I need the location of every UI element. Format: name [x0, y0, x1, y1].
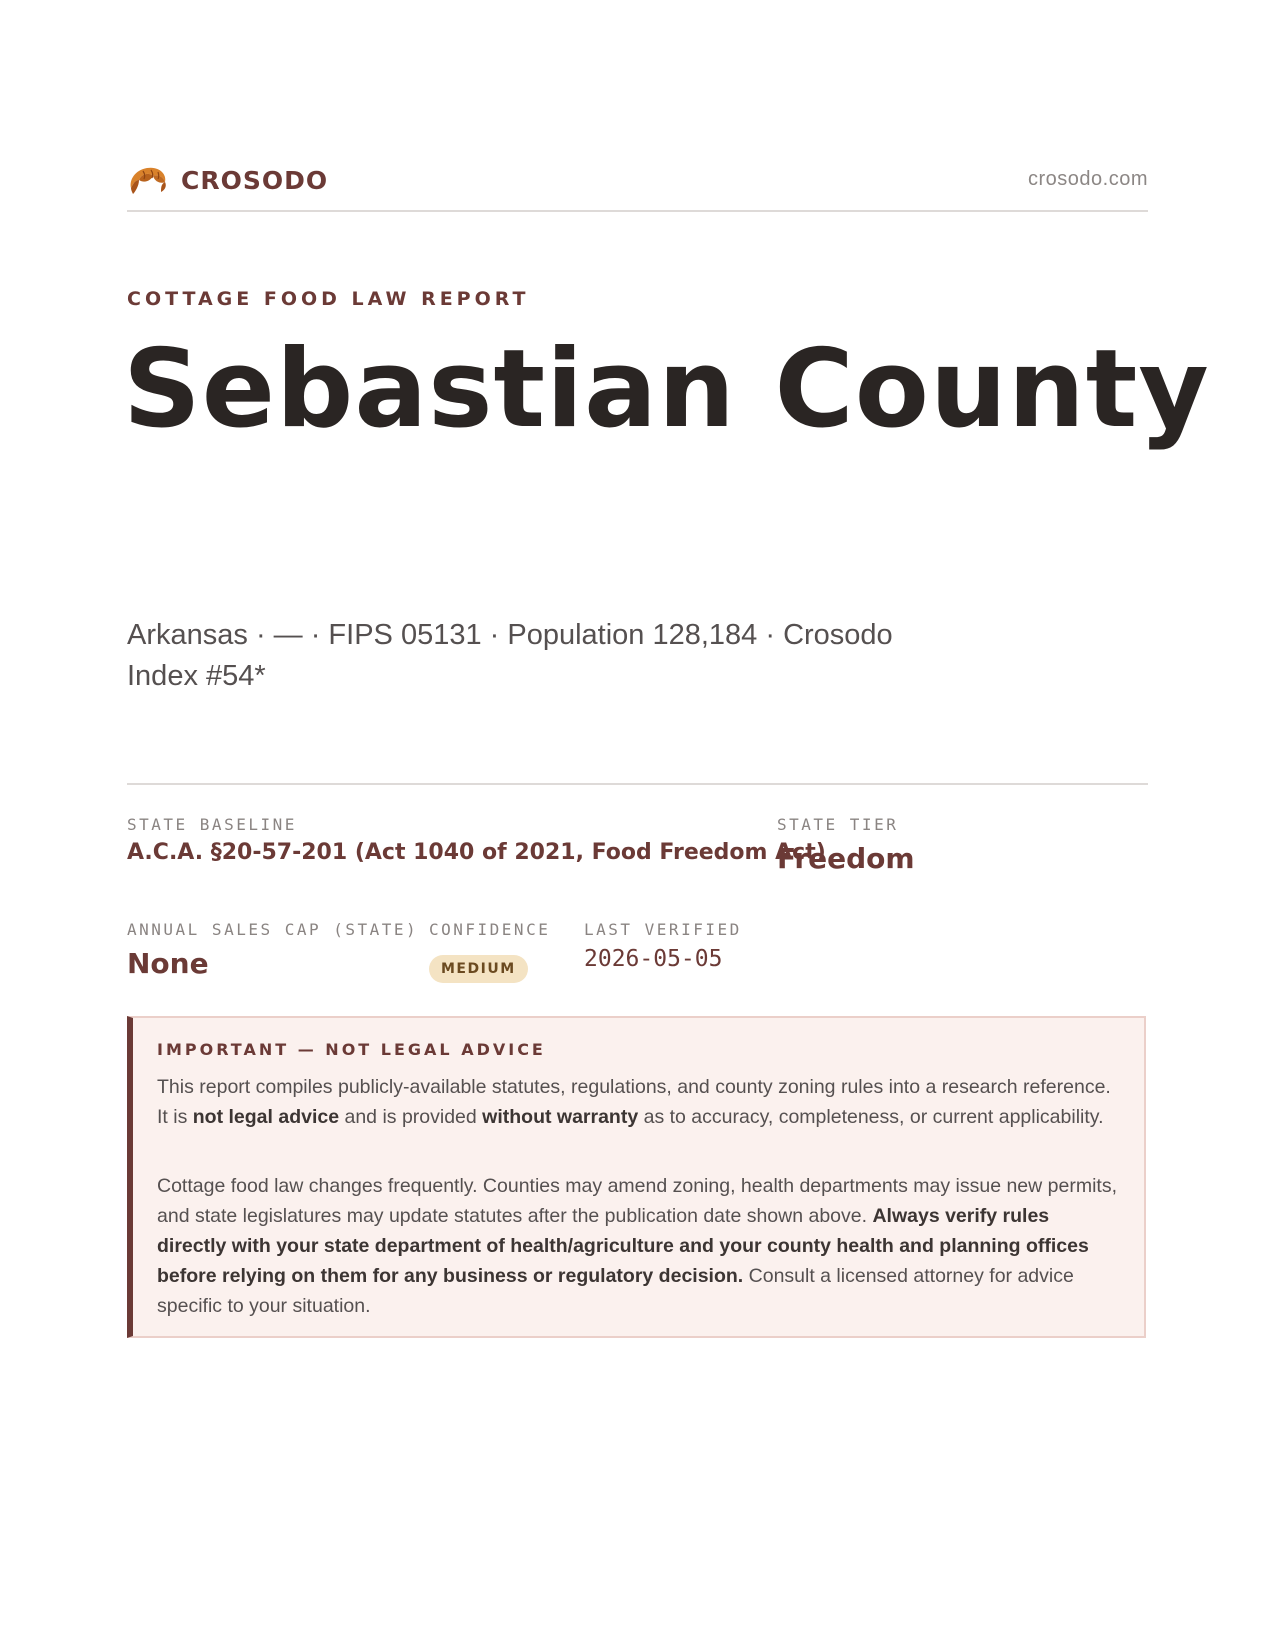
section-divider [127, 783, 1148, 785]
croissant-icon [127, 162, 169, 198]
brand [127, 162, 328, 198]
page-header [127, 158, 1148, 212]
notice-title: IMPORTANT — NOT LEGAL ADVICE [157, 1040, 546, 1059]
last-verified-label: LAST VERIFIED [584, 920, 742, 939]
state-tier-label: STATE TIER [777, 815, 899, 834]
brand-name: CROSODO [181, 165, 329, 195]
report-eyebrow: COTTAGE FOOD LAW REPORT [127, 288, 530, 310]
notice-emphasis: not legal advice [192, 1106, 340, 1128]
confidence-label: CONFIDENCE [429, 920, 551, 939]
report-subtitle: Arkansas · — · FIPS 05131 · Population 128,184 · Crosodo Index #54* [127, 619, 893, 692]
site-url[interactable]: crosodo.com [1028, 168, 1148, 190]
last-verified-value: 2026-05-05 [584, 946, 723, 972]
sales-cap-value: None [127, 947, 209, 980]
sales-cap-label: ANNUAL SALES CAP (STATE) [127, 920, 419, 939]
notice-text: Consult a licensed attorney for advice specific to your situation. [157, 1265, 1074, 1317]
legal-notice [127, 1016, 1146, 1338]
notice-text: as to accuracy, completeness, or current applicability. [638, 1106, 1104, 1128]
notice-text: and is provided [339, 1106, 483, 1128]
notice-emphasis: Always verify rules directly with your state department of health/agriculture and your county health and planning offices before relying on them for any business or regulatory decision. [157, 1205, 1089, 1287]
notice-text: Cottage food law changes frequently. Counties may amend zoning, health departments may issue new permits, and state legislatures may update statutes after the publication date shown above. [157, 1175, 1117, 1227]
state-baseline-label: STATE BASELINE [127, 815, 297, 834]
notice-emphasis: without warranty [482, 1106, 639, 1128]
notice-paragraph [157, 1072, 1117, 1132]
state-baseline-value: A.C.A. §20-57-201 (Act 1040 of 2021, Food Freedom Act) [127, 840, 826, 865]
confidence-badge: MEDIUM [429, 955, 528, 983]
notice-paragraph [157, 1171, 1117, 1321]
notice-text: This report compiles publicly-available statutes, regulations, and county zoning rules into a research reference. It is [157, 1076, 1111, 1128]
state-tier-value: Freedom [777, 842, 915, 875]
page-title: Sebastian County [123, 327, 1210, 452]
